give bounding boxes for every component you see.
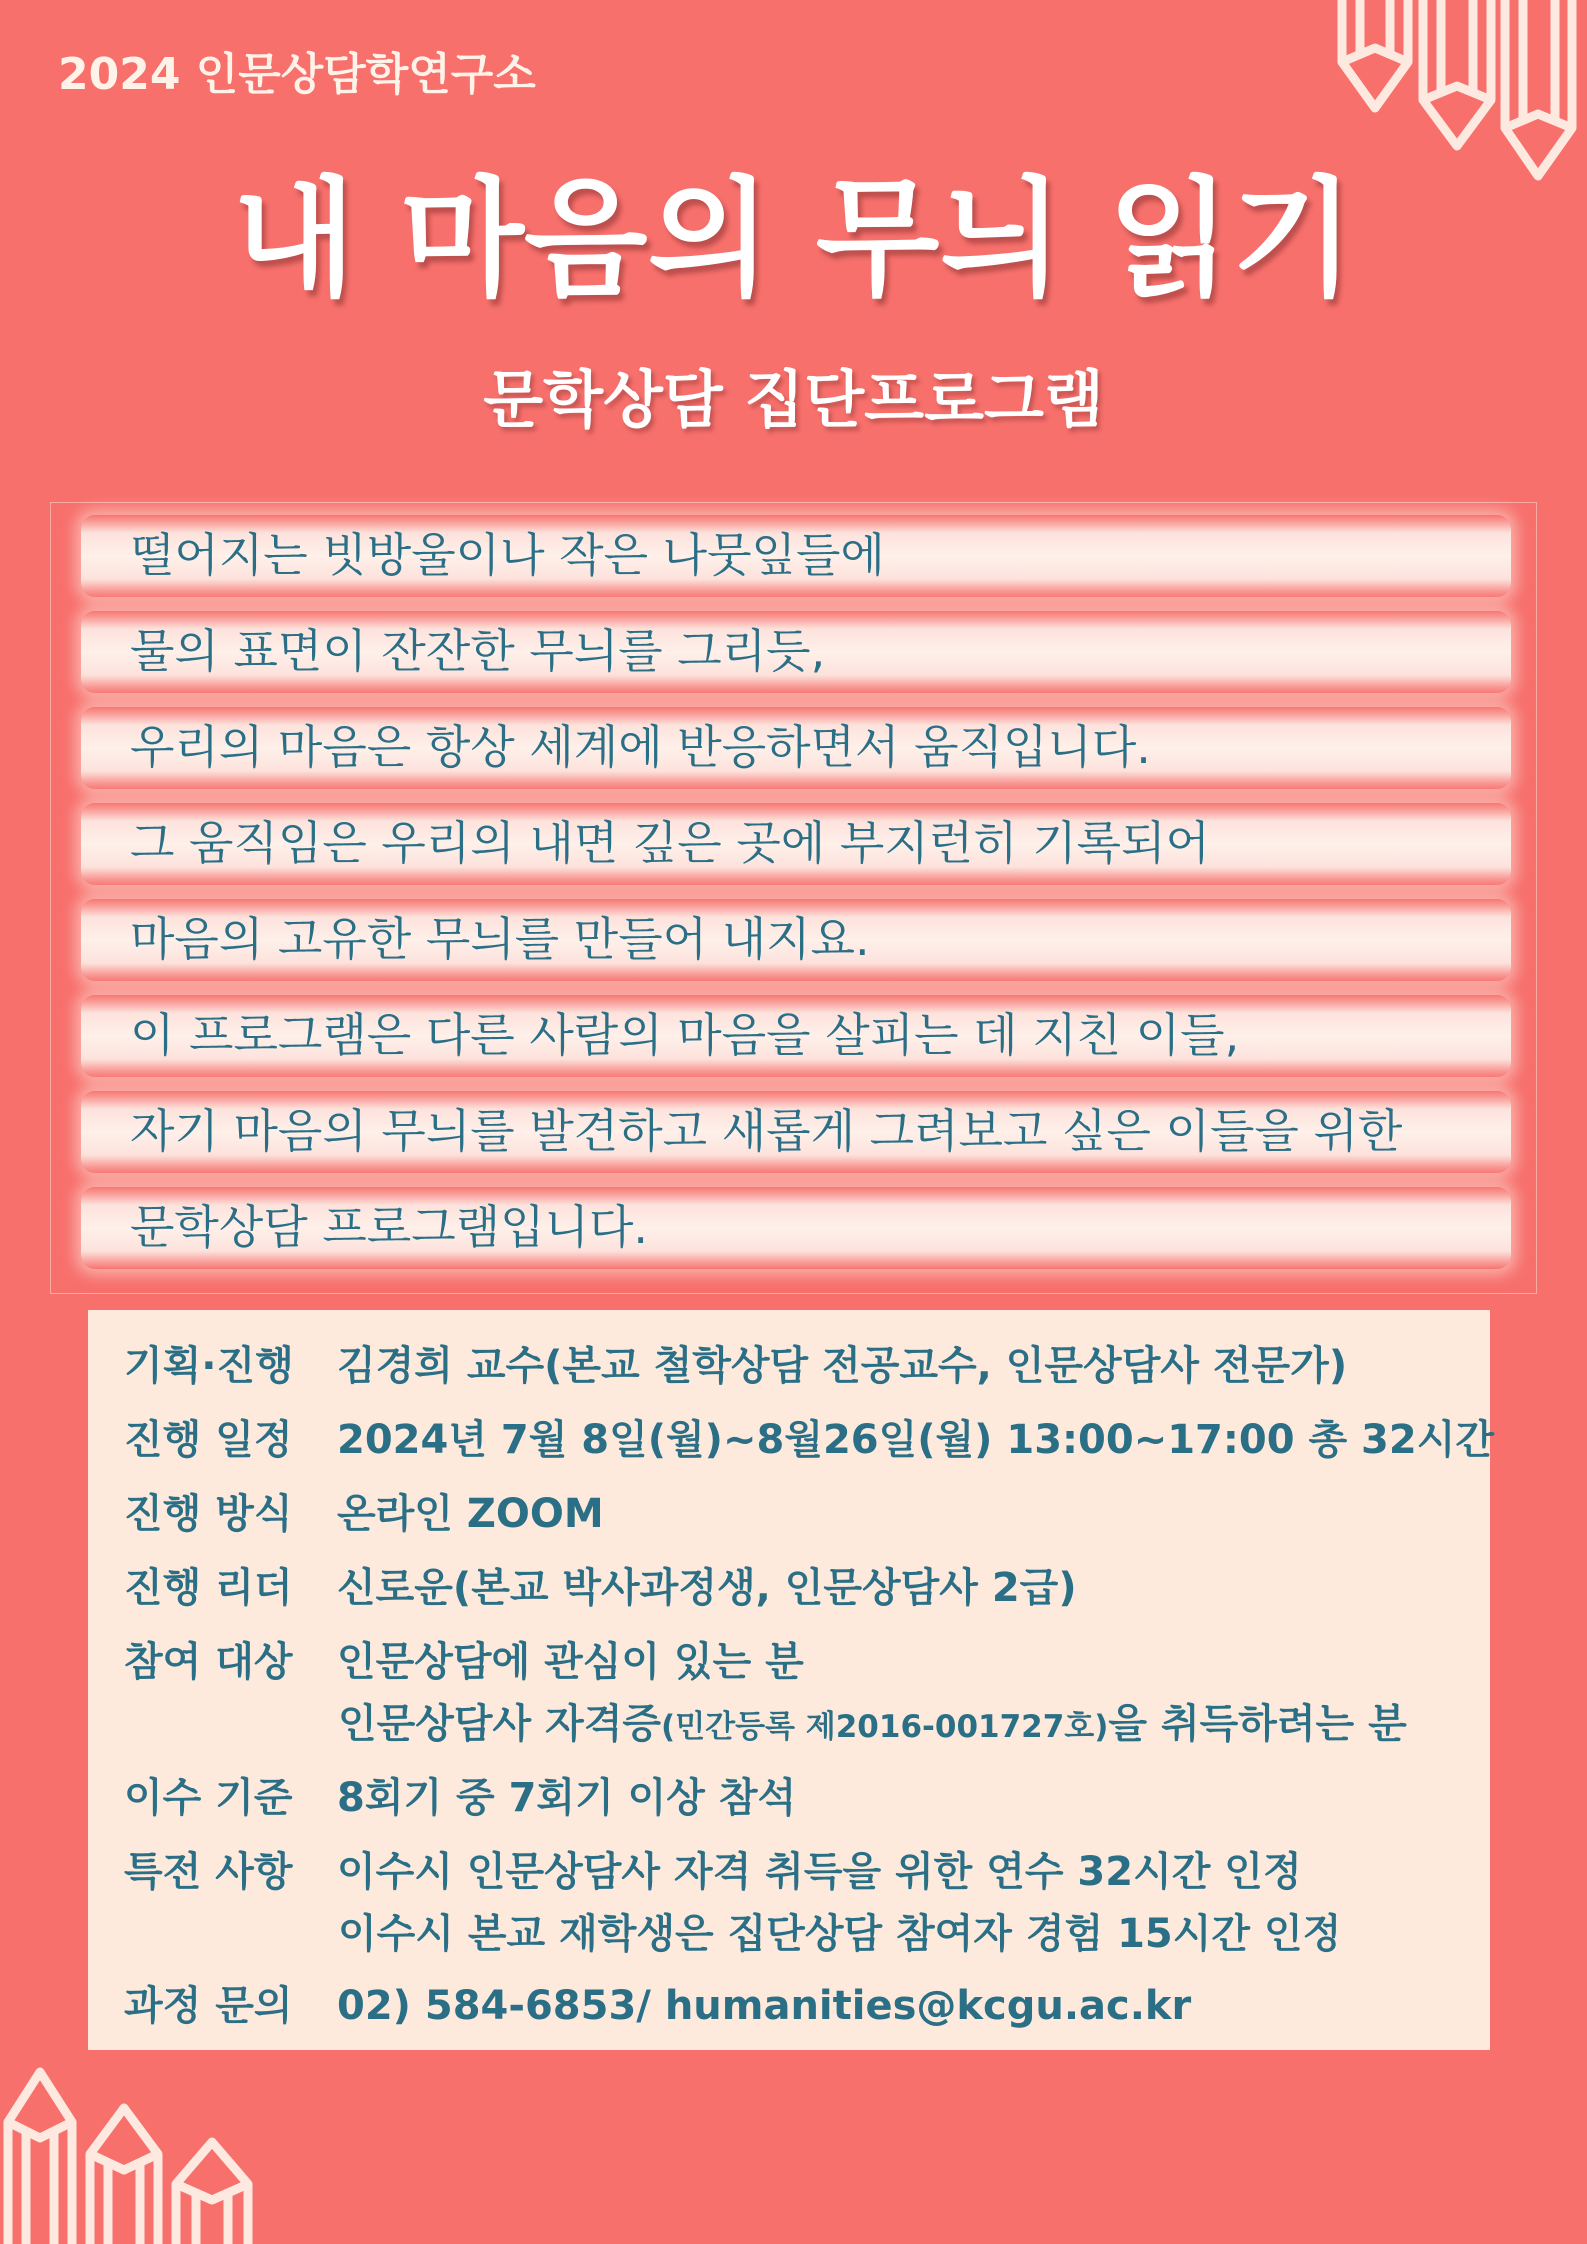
poem-line: 자기 마음의 무늬를 발견하고 새롭게 그려보고 싶은 이들을 위한 [130, 1104, 1403, 1158]
info-value: 을 취득하려는 분 [1108, 1701, 1407, 1747]
info-value-note: (민간등록 제2016-001727호) [661, 1709, 1109, 1745]
info-value: 8회기 중 7회기 이상 참석 [337, 1775, 797, 1821]
pencil-icon [1330, 0, 1587, 190]
info-value: 인문상담사 자격증 [338, 1701, 662, 1747]
info-row-benefits-cont [338, 1902, 1341, 1959]
info-value: 이수시 인문상담사 자격 취득을 위한 연수 32시간 인정 [337, 1849, 1302, 1895]
poem-line: 문학상담 프로그램입니다. [130, 1200, 649, 1254]
info-value: 2024년 7월 8일(월)~8월26일(월) 13:00~17:00 총 32시간 [337, 1417, 1494, 1463]
contact-value: 02) 584-6853/ humanities@kcgu.ac.kr [337, 1983, 1192, 2029]
organization-label: 2024 인문상담학연구소 [58, 49, 536, 100]
info-row-target [124, 1630, 804, 1687]
info-row-method [124, 1482, 604, 1539]
pencil-icon [0, 2054, 260, 2244]
poem-line: 우리의 마음은 항상 세계에 반응하면서 움직입니다. [130, 720, 1151, 774]
info-value: 인문상담에 관심이 있는 분 [337, 1639, 804, 1685]
info-label: 진행 리더 [124, 1565, 293, 1611]
info-label: 이수 기준 [124, 1775, 293, 1821]
page-title: 내 마음의 무늬 읽기 [232, 165, 1355, 314]
info-label: 특전 사항 [124, 1849, 293, 1895]
info-row-target-cont [338, 1692, 1407, 1749]
program-info-box [88, 1310, 1494, 2050]
info-label: 기획·진행 [124, 1343, 294, 1389]
info-label: 참여 대상 [124, 1639, 293, 1685]
info-value: 신로운(본교 박사과정생, 인문상담사 2급) [337, 1565, 1077, 1611]
info-value: 온라인 ZOOM [337, 1491, 604, 1537]
info-row-leader [124, 1556, 1077, 1613]
info-value: 이수시 본교 재학생은 집단상담 참여자 경험 15시간 인정 [338, 1911, 1342, 1957]
poem-line: 그 움직임은 우리의 내면 깊은 곳에 부지런히 기록되어 [130, 816, 1210, 870]
info-row-contact [124, 1974, 1191, 2031]
info-row-completion [124, 1766, 796, 1823]
poem-line: 이 프로그램은 다른 사람의 마음을 살피는 데 지친 이들, [130, 1008, 1240, 1062]
poem-line: 물의 표면이 잔잔한 무늬를 그리듯, [130, 624, 826, 678]
info-row-planner [124, 1334, 1347, 1391]
info-label: 과정 문의 [124, 1983, 293, 2029]
poem-line: 떨어지는 빗방울이나 작은 나뭇잎들에 [130, 528, 885, 582]
info-label: 진행 일정 [124, 1417, 293, 1463]
info-value: 김경희 교수(본교 철학상담 전공교수, 인문상담사 전문가) [337, 1343, 1348, 1389]
poem-line: 마음의 고유한 무늬를 만들어 내지요. [130, 912, 870, 966]
info-row-schedule [124, 1408, 1494, 1465]
info-label: 진행 방식 [124, 1491, 293, 1537]
info-row-benefits [124, 1840, 1302, 1897]
page-subtitle: 문학상담 집단프로그램 [483, 363, 1104, 436]
